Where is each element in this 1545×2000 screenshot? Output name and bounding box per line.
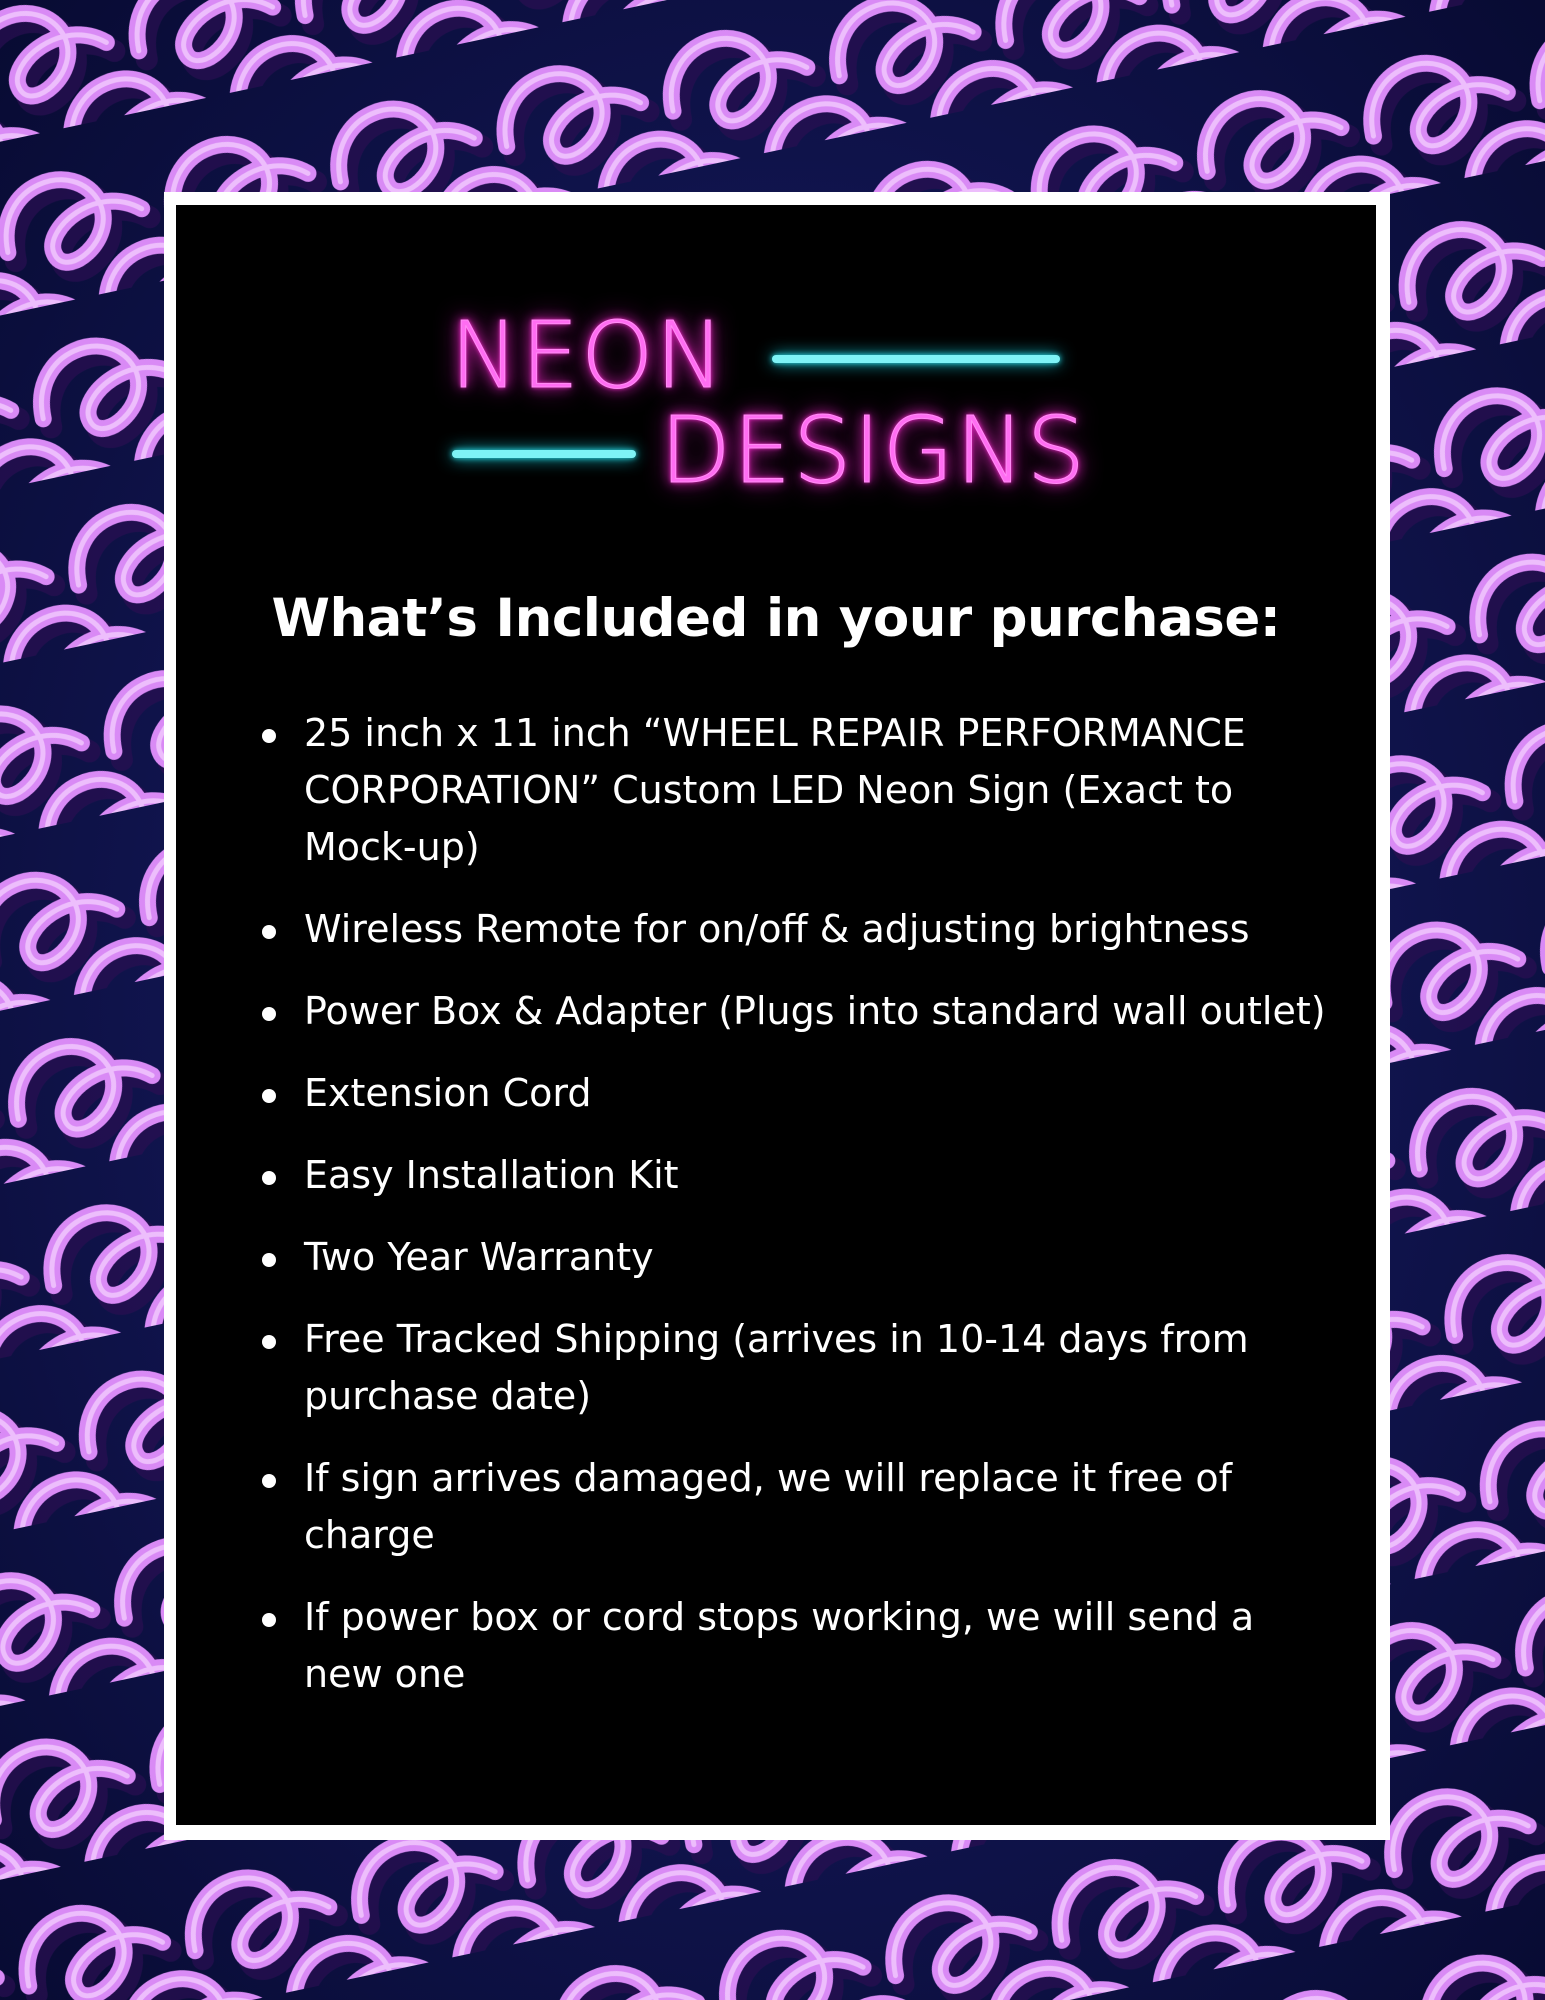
bullet-dot-icon (262, 1007, 276, 1021)
list-item (254, 1229, 1334, 1286)
list-item-text: 25 inch x 11 inch “WHEEL REPAIR PERFORMANCE CORPORATION” Custom LED Neon Sign (Exact to Mock-up) (304, 711, 1246, 869)
list-item-text: If power box or cord stops working, we will send a new one (304, 1595, 1255, 1696)
list-item (254, 1065, 1334, 1122)
list-item (254, 1147, 1334, 1204)
list-item-text: Easy Installation Kit (304, 1153, 679, 1197)
logo-word-designs: DESIGNS (660, 397, 1088, 504)
bullet-dot-icon (262, 925, 276, 939)
bullet-dot-icon (262, 729, 276, 743)
list-item-text: Power Box & Adapter (Plugs into standard wall outlet) (304, 989, 1326, 1033)
list-item (254, 1450, 1334, 1564)
bullet-dot-icon (262, 1474, 276, 1488)
bullet-dot-icon (262, 1171, 276, 1185)
bullet-dot-icon (262, 1253, 276, 1267)
list-item (254, 1589, 1334, 1703)
list-item (254, 901, 1334, 958)
neon-designs-logo (440, 300, 1088, 510)
list-item-text: Wireless Remote for on/off & adjusting brightness (304, 907, 1250, 951)
bullet-dot-icon (262, 1335, 276, 1349)
list-item-text: Extension Cord (304, 1071, 592, 1115)
list-item-text: Two Year Warranty (304, 1235, 654, 1279)
included-items-list (254, 705, 1334, 1728)
logo-cyan-bar-top (772, 355, 1060, 363)
list-item (254, 1311, 1334, 1425)
list-item-text: If sign arrives damaged, we will replace it free of charge (304, 1456, 1232, 1557)
list-item (254, 983, 1334, 1040)
bullet-dot-icon (262, 1613, 276, 1627)
bullet-dot-icon (262, 1089, 276, 1103)
logo-word-neon: NEON (450, 302, 727, 409)
list-item-text: Free Tracked Shipping (arrives in 10-14 days from purchase date) (304, 1317, 1249, 1418)
logo-cyan-bar-bottom (452, 450, 636, 458)
list-item (254, 705, 1334, 876)
included-heading: What’s Included in your purchase: (271, 588, 1281, 649)
